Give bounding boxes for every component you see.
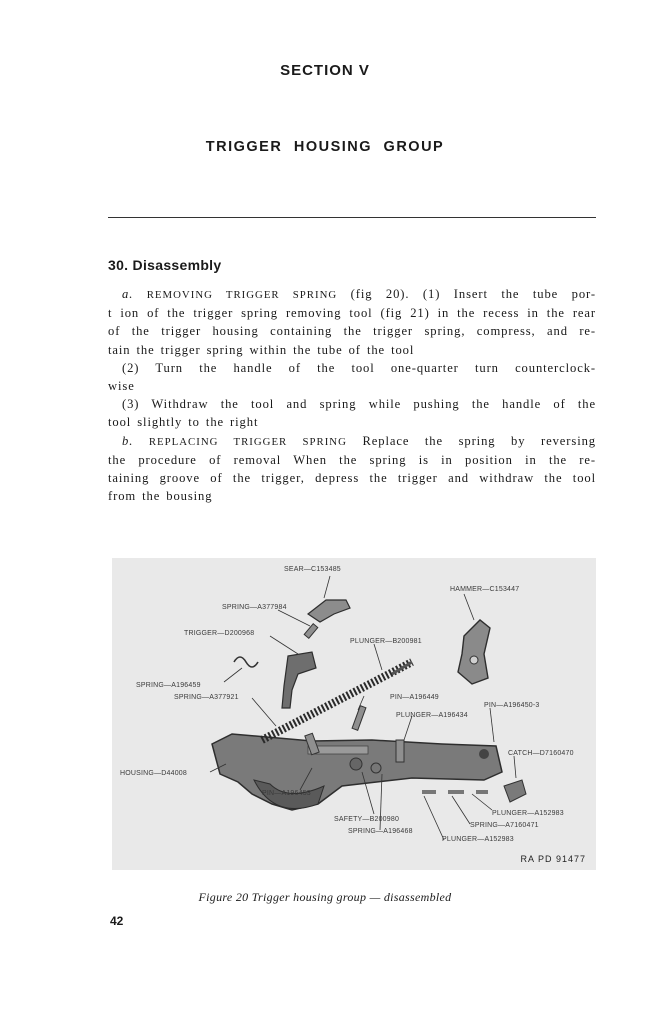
label-catch: CATCH—D7160470 [508,750,574,757]
text-line: wise [108,379,135,394]
text-line: of the trigger housing containing the trigger spring, compress, and re- [108,324,596,339]
text-line: the procedure of removal When the spring is in position in the re- [108,452,596,467]
ra-code: RA PD 91477 [520,854,586,864]
paragraph-heading: 30. Disassembly [108,257,222,273]
text-line: b. REPLACING TRIGGER SPRING Replace the spring by reversing [122,433,596,448]
group-title: TRIGGER HOUSING GROUP [205,139,445,155]
label-plunger-a196434: PLUNGER—A196434 [396,712,468,719]
text-line: from the bousing [108,489,213,504]
label-pin-a196449: PIN—A196449 [390,694,439,701]
label-plunger-a152983: PLUNGER—A152983 [492,810,564,817]
label-plunger-b200981: PLUNGER—B200981 [350,638,422,645]
text-line: a. REMOVING TRIGGER SPRING (fig 20). (1) Insert the tube por- [122,287,596,301]
label-trigger: TRIGGER—D200968 [184,630,255,637]
figure-caption: Figure 20 Trigger housing group — disassembled [198,890,452,904]
label-sear: SEAR—C153485 [284,566,341,573]
text-line: t ion of the trigger spring removing tool (fig 21) in the recess in the rear [108,306,596,321]
label-safety: SAFETY—B200980 [334,816,400,823]
label-housing: HOUSING—D44008 [120,770,187,777]
label-spring-a377984: SPRING—A377984 [222,604,287,611]
section-title: SECTION V [280,62,370,79]
label-pin-a196453: PIN—A196453 [262,790,311,797]
label-spring-a196459: SPRING—A196459 [136,682,201,689]
label-plunger-a152983-lower: PLUNGER—A152983 [442,836,514,843]
label-spring-a7160471: SPRING—A7160471 [470,822,539,829]
label-pin-a196450: PIN—A196450-3 [484,702,540,709]
body-text [108,285,596,505]
label-spring-a196468: SPRING—A196468 [348,828,413,835]
text-line: tool slightly to the right [108,415,259,430]
horizontal-rule [108,217,596,218]
page-number: 42 [110,914,124,928]
label-spring-a377921: SPRING—A377921 [174,694,239,701]
text-line: taining groove of the trigger, depress the trigger and withdraw the tool [108,471,596,486]
label-hammer: HAMMER—C153447 [450,586,520,593]
text-line: (3) Withdraw the tool and spring while pushing the handle of the [122,397,596,412]
text-line: tain the trigger spring within the tube of the tool [108,342,415,357]
exploded-view-figure [112,558,596,870]
text-line: (2) Turn the handle of the tool one-quarter turn counterclock- [122,360,596,375]
